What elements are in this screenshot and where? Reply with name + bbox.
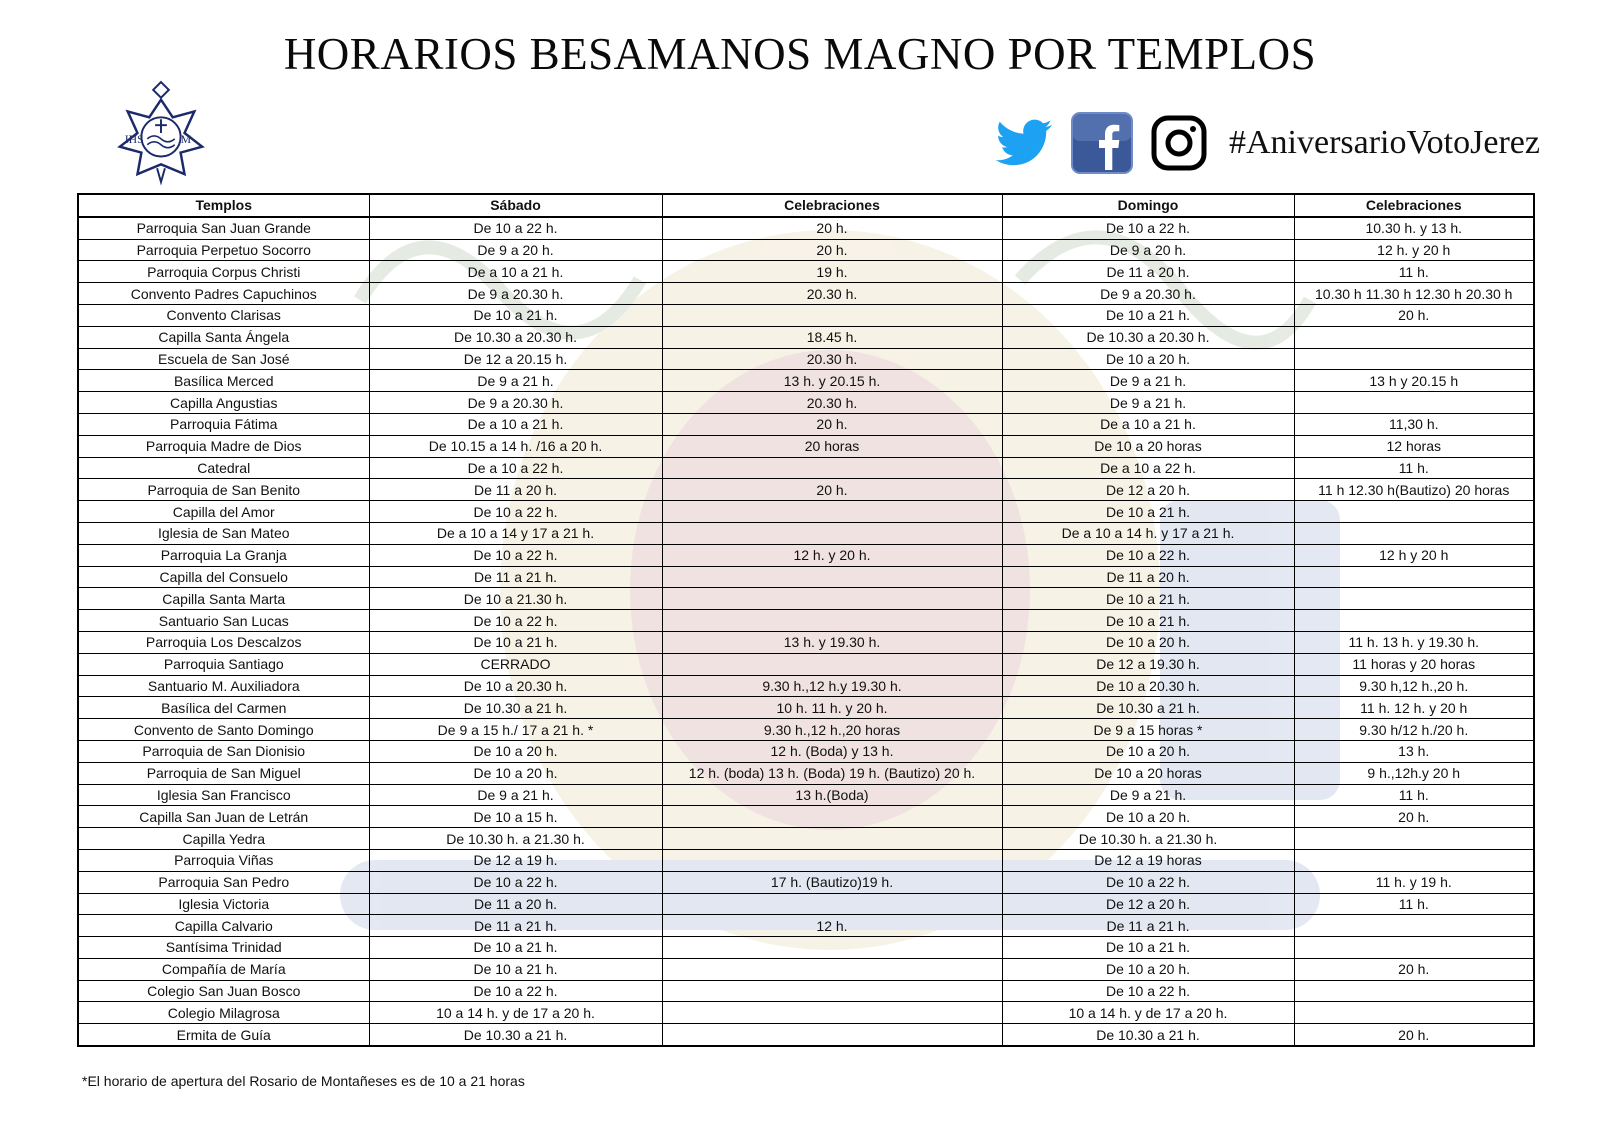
table-row	[78, 1024, 1534, 1046]
temple-name-cell: Parroquia Corpus Christi	[78, 261, 369, 283]
sunday-hours-cell: De a 10 a 22 h.	[1002, 457, 1294, 479]
sunday-celebrations-cell: 11 h. y 19 h.	[1294, 871, 1534, 893]
table-row	[78, 479, 1534, 501]
saturday-celebrations-cell: 12 h. y 20 h.	[662, 544, 1002, 566]
saturday-celebrations-cell: 20.30 h.	[662, 283, 1002, 305]
saturday-hours-cell: De a 10 a 21 h.	[369, 261, 662, 283]
sunday-hours-cell: De 9 a 20.30 h.	[1002, 283, 1294, 305]
saturday-celebrations-cell: 12 h.	[662, 915, 1002, 937]
sunday-hours-cell: De 10.30 h. a 21.30 h.	[1002, 828, 1294, 850]
temple-name-cell: Capilla del Amor	[78, 501, 369, 523]
sunday-celebrations-cell: 11 h.	[1294, 457, 1534, 479]
sunday-hours-cell: De 12 a 19 horas	[1002, 849, 1294, 871]
social-media-bar	[995, 108, 1540, 178]
sunday-hours-cell: De 10 a 20 horas	[1002, 435, 1294, 457]
sunday-celebrations-cell: 9 h.,12h.y 20 h	[1294, 762, 1534, 784]
table-row	[78, 697, 1534, 719]
svg-text:M: M	[180, 132, 192, 146]
table-row	[78, 719, 1534, 741]
sunday-celebrations-cell	[1294, 937, 1534, 959]
sunday-celebrations-cell: 11 h.	[1294, 893, 1534, 915]
saturday-celebrations-cell: 12 h. (boda) 13 h. (Boda) 19 h. (Bautizo) 20 h.	[662, 762, 1002, 784]
saturday-hours-cell: De 9 a 20 h.	[369, 239, 662, 261]
sunday-celebrations-cell	[1294, 849, 1534, 871]
saturday-hours-cell: De 10 a 22 h.	[369, 501, 662, 523]
sunday-hours-cell: De 10 a 21 h.	[1002, 501, 1294, 523]
temple-name-cell: Capilla Yedra	[78, 828, 369, 850]
temple-name-cell: Parroquia de San Benito	[78, 479, 369, 501]
sunday-celebrations-cell: 11 h. 12 h. y 20 h	[1294, 697, 1534, 719]
sunday-celebrations-cell: 13 h y 20.15 h	[1294, 370, 1534, 392]
sunday-celebrations-cell: 13 h.	[1294, 740, 1534, 762]
table-row	[78, 849, 1534, 871]
saturday-hours-cell: De 11 a 21 h.	[369, 915, 662, 937]
brotherhood-crest-logo	[112, 78, 210, 188]
table-row	[78, 610, 1534, 632]
saturday-celebrations-cell	[662, 522, 1002, 544]
schedule-table-container	[77, 193, 1533, 1047]
saturday-celebrations-cell	[662, 849, 1002, 871]
saturday-hours-cell: De 10 a 20 h.	[369, 740, 662, 762]
temple-name-cell: Parroquia de San Miguel	[78, 762, 369, 784]
table-row	[78, 588, 1534, 610]
temple-name-cell: Parroquia Perpetuo Socorro	[78, 239, 369, 261]
temple-name-cell: Parroquia Los Descalzos	[78, 631, 369, 653]
temple-name-cell: Santuario M. Auxiliadora	[78, 675, 369, 697]
temple-name-cell: Capilla del Consuelo	[78, 566, 369, 588]
saturday-hours-cell: De 9 a 15 h./ 17 a 21 h. *	[369, 719, 662, 741]
sunday-hours-cell: De 10 a 22 h.	[1002, 980, 1294, 1002]
sunday-hours-cell: De 10 a 20 h.	[1002, 631, 1294, 653]
table-row	[78, 631, 1534, 653]
sunday-celebrations-cell	[1294, 348, 1534, 370]
saturday-hours-cell: 10 a 14 h. y de 17 a 20 h.	[369, 1002, 662, 1024]
table-row	[78, 544, 1534, 566]
saturday-hours-cell: De 10.30 a 21 h.	[369, 697, 662, 719]
sunday-hours-cell: De 9 a 21 h.	[1002, 370, 1294, 392]
sunday-hours-cell: De 10.30 a 20.30 h.	[1002, 326, 1294, 348]
sunday-hours-cell: De 12 a 19.30 h.	[1002, 653, 1294, 675]
sunday-hours-cell: De 10.30 a 21 h.	[1002, 1024, 1294, 1046]
saturday-celebrations-cell	[662, 980, 1002, 1002]
table-row	[78, 261, 1534, 283]
sunday-celebrations-cell	[1294, 610, 1534, 632]
saturday-celebrations-cell: 13 h.(Boda)	[662, 784, 1002, 806]
temple-name-cell: Compañía de María	[78, 958, 369, 980]
saturday-celebrations-cell	[662, 828, 1002, 850]
saturday-celebrations-cell	[662, 501, 1002, 523]
temple-name-cell: Parroquia La Granja	[78, 544, 369, 566]
table-row	[78, 501, 1534, 523]
temple-name-cell: Iglesia de San Mateo	[78, 522, 369, 544]
saturday-celebrations-cell	[662, 937, 1002, 959]
temple-name-cell: Capilla Calvario	[78, 915, 369, 937]
sunday-celebrations-cell: 12 h. y 20 h	[1294, 239, 1534, 261]
sunday-celebrations-cell	[1294, 588, 1534, 610]
hashtag-text: #AniversarioVotoJerez	[1229, 124, 1540, 161]
temple-name-cell: Catedral	[78, 457, 369, 479]
table-header-row	[78, 194, 1534, 217]
sunday-hours-cell: De 10.30 a 21 h.	[1002, 697, 1294, 719]
table-row	[78, 326, 1534, 348]
saturday-hours-cell: De 10 a 21 h.	[369, 631, 662, 653]
sunday-hours-cell: De 10 a 21 h.	[1002, 937, 1294, 959]
sunday-hours-cell: De 11 a 21 h.	[1002, 915, 1294, 937]
saturday-celebrations-cell	[662, 1024, 1002, 1046]
table-row	[78, 392, 1534, 414]
column-header-celebraciones-sabado: Celebraciones	[662, 194, 1002, 217]
table-row	[78, 435, 1534, 457]
table-row	[78, 1002, 1534, 1024]
sunday-celebrations-cell	[1294, 566, 1534, 588]
saturday-hours-cell: De a 10 a 22 h.	[369, 457, 662, 479]
saturday-hours-cell: De 10 a 22 h.	[369, 217, 662, 239]
saturday-celebrations-cell: 20 horas	[662, 435, 1002, 457]
sunday-celebrations-cell	[1294, 392, 1534, 414]
temple-name-cell: Parroquia Madre de Dios	[78, 435, 369, 457]
saturday-celebrations-cell	[662, 610, 1002, 632]
table-row	[78, 762, 1534, 784]
saturday-hours-cell: De 10.15 a 14 h. /16 a 20 h.	[369, 435, 662, 457]
temple-name-cell: Parroquia San Juan Grande	[78, 217, 369, 239]
temple-name-cell: Santuario San Lucas	[78, 610, 369, 632]
saturday-celebrations-cell: 9.30 h.,12 h.,20 horas	[662, 719, 1002, 741]
saturday-hours-cell: CERRADO	[369, 653, 662, 675]
sunday-celebrations-cell: 12 horas	[1294, 435, 1534, 457]
temple-name-cell: Parroquia Viñas	[78, 849, 369, 871]
table-row	[78, 522, 1534, 544]
temple-name-cell: Capilla Santa Marta	[78, 588, 369, 610]
saturday-celebrations-cell: 13 h. y 19.30 h.	[662, 631, 1002, 653]
saturday-hours-cell: De 12 a 19 h.	[369, 849, 662, 871]
temple-name-cell: Basílica Merced	[78, 370, 369, 392]
saturday-hours-cell: De 10 a 22 h.	[369, 980, 662, 1002]
sunday-hours-cell: De 10 a 21 h.	[1002, 588, 1294, 610]
sunday-celebrations-cell: 9.30 h/12 h./20 h.	[1294, 719, 1534, 741]
sunday-celebrations-cell: 9.30 h,12 h.,20 h.	[1294, 675, 1534, 697]
saturday-celebrations-cell: 20.30 h.	[662, 348, 1002, 370]
saturday-celebrations-cell	[662, 588, 1002, 610]
page-title: HORARIOS BESAMANOS MAGNO POR TEMPLOS	[283, 29, 1317, 79]
sunday-celebrations-cell: 20 h.	[1294, 304, 1534, 326]
saturday-celebrations-cell	[662, 958, 1002, 980]
temple-name-cell: Santísima Trinidad	[78, 937, 369, 959]
sunday-celebrations-cell: 11 horas y 20 horas	[1294, 653, 1534, 675]
sunday-celebrations-cell: 11 h 12.30 h(Bautizo) 20 horas	[1294, 479, 1534, 501]
sunday-celebrations-cell: 11 h. 13 h. y 19.30 h.	[1294, 631, 1534, 653]
table-row	[78, 457, 1534, 479]
table-row	[78, 370, 1534, 392]
sunday-celebrations-cell: 20 h.	[1294, 806, 1534, 828]
saturday-celebrations-cell	[662, 893, 1002, 915]
table-row	[78, 806, 1534, 828]
table-row	[78, 413, 1534, 435]
sunday-hours-cell: De 9 a 20 h.	[1002, 239, 1294, 261]
saturday-celebrations-cell: 12 h. (Boda) y 13 h.	[662, 740, 1002, 762]
saturday-celebrations-cell	[662, 457, 1002, 479]
temple-name-cell: Capilla Santa Ángela	[78, 326, 369, 348]
saturday-hours-cell: De 10.30 a 20.30 h.	[369, 326, 662, 348]
saturday-hours-cell: De 12 a 20.15 h.	[369, 348, 662, 370]
saturday-hours-cell: De a 10 a 21 h.	[369, 413, 662, 435]
table-row	[78, 871, 1534, 893]
temple-name-cell: Basílica del Carmen	[78, 697, 369, 719]
sunday-hours-cell: De 10 a 20 horas	[1002, 762, 1294, 784]
temple-name-cell: Iglesia San Francisco	[78, 784, 369, 806]
temple-name-cell: Escuela de San José	[78, 348, 369, 370]
temple-name-cell: Parroquia San Pedro	[78, 871, 369, 893]
temple-name-cell: Colegio Milagrosa	[78, 1002, 369, 1024]
sunday-hours-cell: De 10 a 21 h.	[1002, 304, 1294, 326]
column-header-sabado: Sábado	[369, 194, 662, 217]
saturday-celebrations-cell: 13 h. y 20.15 h.	[662, 370, 1002, 392]
table-row	[78, 348, 1534, 370]
saturday-celebrations-cell: 19 h.	[662, 261, 1002, 283]
sunday-hours-cell: De 12 a 20 h.	[1002, 479, 1294, 501]
saturday-celebrations-cell: 18.45 h.	[662, 326, 1002, 348]
temple-name-cell: Iglesia Victoria	[78, 893, 369, 915]
sunday-celebrations-cell	[1294, 980, 1534, 1002]
column-header-domingo: Domingo	[1002, 194, 1294, 217]
temple-name-cell: Parroquia Santiago	[78, 653, 369, 675]
sunday-celebrations-cell	[1294, 915, 1534, 937]
saturday-celebrations-cell: 9.30 h.,12 h.y 19.30 h.	[662, 675, 1002, 697]
svg-text:IHS: IHS	[124, 132, 144, 146]
saturday-celebrations-cell	[662, 304, 1002, 326]
temple-name-cell: Capilla San Juan de Letrán	[78, 806, 369, 828]
sunday-hours-cell: De a 10 a 14 h. y 17 a 21 h.	[1002, 522, 1294, 544]
sunday-hours-cell: De 10 a 20 h.	[1002, 806, 1294, 828]
sunday-hours-cell: De 10 a 20 h.	[1002, 740, 1294, 762]
saturday-celebrations-cell: 20 h.	[662, 413, 1002, 435]
sunday-celebrations-cell	[1294, 828, 1534, 850]
sunday-celebrations-cell: 11 h.	[1294, 784, 1534, 806]
sunday-celebrations-cell: 12 h y 20 h	[1294, 544, 1534, 566]
sunday-celebrations-cell	[1294, 326, 1534, 348]
saturday-celebrations-cell	[662, 566, 1002, 588]
saturday-hours-cell: De 10 a 21 h.	[369, 958, 662, 980]
saturday-hours-cell: De 9 a 21 h.	[369, 370, 662, 392]
table-row	[78, 828, 1534, 850]
sunday-hours-cell: De 11 a 20 h.	[1002, 566, 1294, 588]
saturday-hours-cell: De 10 a 22 h.	[369, 871, 662, 893]
instagram-icon	[1151, 115, 1207, 171]
sunday-hours-cell: De 10 a 22 h.	[1002, 871, 1294, 893]
table-row	[78, 893, 1534, 915]
temple-name-cell: Convento Padres Capuchinos	[78, 283, 369, 305]
table-row	[78, 980, 1534, 1002]
sunday-hours-cell: De 9 a 21 h.	[1002, 392, 1294, 414]
table-row	[78, 239, 1534, 261]
sunday-hours-cell: De 10 a 21 h.	[1002, 610, 1294, 632]
table-row	[78, 675, 1534, 697]
saturday-celebrations-cell	[662, 653, 1002, 675]
saturday-hours-cell: De 10 a 21 h.	[369, 304, 662, 326]
table-row	[78, 937, 1534, 959]
table-row	[78, 784, 1534, 806]
saturday-hours-cell: De 11 a 20 h.	[369, 893, 662, 915]
table-row	[78, 217, 1534, 239]
saturday-celebrations-cell	[662, 1002, 1002, 1024]
saturday-hours-cell: De 9 a 20.30 h.	[369, 283, 662, 305]
temple-name-cell: Capilla Angustias	[78, 392, 369, 414]
temple-name-cell: Colegio San Juan Bosco	[78, 980, 369, 1002]
twitter-icon	[995, 119, 1053, 167]
sunday-celebrations-cell: 11,30 h.	[1294, 413, 1534, 435]
sunday-celebrations-cell: 20 h.	[1294, 1024, 1534, 1046]
saturday-hours-cell: De 9 a 20.30 h.	[369, 392, 662, 414]
temple-name-cell: Ermita de Guía	[78, 1024, 369, 1046]
footnote: *El horario de apertura del Rosario de Montañeses es de 10 a 21 horas	[82, 1073, 525, 1089]
column-header-celebraciones-domingo: Celebraciones	[1294, 194, 1534, 217]
table-row	[78, 566, 1534, 588]
saturday-hours-cell: De 10.30 a 21 h.	[369, 1024, 662, 1046]
saturday-celebrations-cell	[662, 806, 1002, 828]
saturday-hours-cell: De 10 a 21.30 h.	[369, 588, 662, 610]
sunday-celebrations-cell	[1294, 1002, 1534, 1024]
saturday-celebrations-cell: 20 h.	[662, 479, 1002, 501]
sunday-hours-cell: De 10 a 22 h.	[1002, 544, 1294, 566]
saturday-hours-cell: De 11 a 20 h.	[369, 479, 662, 501]
table-row	[78, 653, 1534, 675]
saturday-hours-cell: De 10 a 22 h.	[369, 544, 662, 566]
sunday-hours-cell: De 10 a 20 h.	[1002, 348, 1294, 370]
saturday-hours-cell: De 10.30 h. a 21.30 h.	[369, 828, 662, 850]
saturday-celebrations-cell: 20 h.	[662, 239, 1002, 261]
schedule-table	[77, 193, 1535, 1047]
sunday-hours-cell: De 12 a 20 h.	[1002, 893, 1294, 915]
sunday-celebrations-cell: 20 h.	[1294, 958, 1534, 980]
saturday-hours-cell: De 9 a 21 h.	[369, 784, 662, 806]
sunday-hours-cell: 10 a 14 h. y de 17 a 20 h.	[1002, 1002, 1294, 1024]
temple-name-cell: Convento Clarisas	[78, 304, 369, 326]
table-row	[78, 740, 1534, 762]
temple-name-cell: Parroquia Fátima	[78, 413, 369, 435]
sunday-hours-cell: De 9 a 15 horas *	[1002, 719, 1294, 741]
sunday-hours-cell: De a 10 a 21 h.	[1002, 413, 1294, 435]
saturday-hours-cell: De 11 a 21 h.	[369, 566, 662, 588]
saturday-celebrations-cell: 20.30 h.	[662, 392, 1002, 414]
saturday-celebrations-cell: 17 h. (Bautizo)19 h.	[662, 871, 1002, 893]
saturday-celebrations-cell: 20 h.	[662, 217, 1002, 239]
sunday-hours-cell: De 9 a 21 h.	[1002, 784, 1294, 806]
sunday-hours-cell: De 10 a 22 h.	[1002, 217, 1294, 239]
sunday-celebrations-cell: 10.30 h 11.30 h 12.30 h 20.30 h	[1294, 283, 1534, 305]
sunday-celebrations-cell	[1294, 522, 1534, 544]
table-row	[78, 304, 1534, 326]
sunday-celebrations-cell: 10.30 h. y 13 h.	[1294, 217, 1534, 239]
sunday-hours-cell: De 11 a 20 h.	[1002, 261, 1294, 283]
temple-name-cell: Convento de Santo Domingo	[78, 719, 369, 741]
column-header-templos: Templos	[78, 194, 369, 217]
saturday-hours-cell: De 10 a 21 h.	[369, 937, 662, 959]
saturday-hours-cell: De a 10 a 14 y 17 a 21 h.	[369, 522, 662, 544]
table-row	[78, 915, 1534, 937]
sunday-celebrations-cell: 11 h.	[1294, 261, 1534, 283]
sunday-celebrations-cell	[1294, 501, 1534, 523]
saturday-celebrations-cell: 10 h. 11 h. y 20 h.	[662, 697, 1002, 719]
saturday-hours-cell: De 10 a 15 h.	[369, 806, 662, 828]
table-row	[78, 283, 1534, 305]
sunday-hours-cell: De 10 a 20.30 h.	[1002, 675, 1294, 697]
facebook-icon	[1071, 112, 1133, 174]
sunday-hours-cell: De 10 a 20 h.	[1002, 958, 1294, 980]
table-body	[78, 217, 1534, 1046]
saturday-hours-cell: De 10 a 20.30 h.	[369, 675, 662, 697]
temple-name-cell: Parroquia de San Dionisio	[78, 740, 369, 762]
saturday-hours-cell: De 10 a 20 h.	[369, 762, 662, 784]
table-row	[78, 958, 1534, 980]
saturday-hours-cell: De 10 a 22 h.	[369, 610, 662, 632]
